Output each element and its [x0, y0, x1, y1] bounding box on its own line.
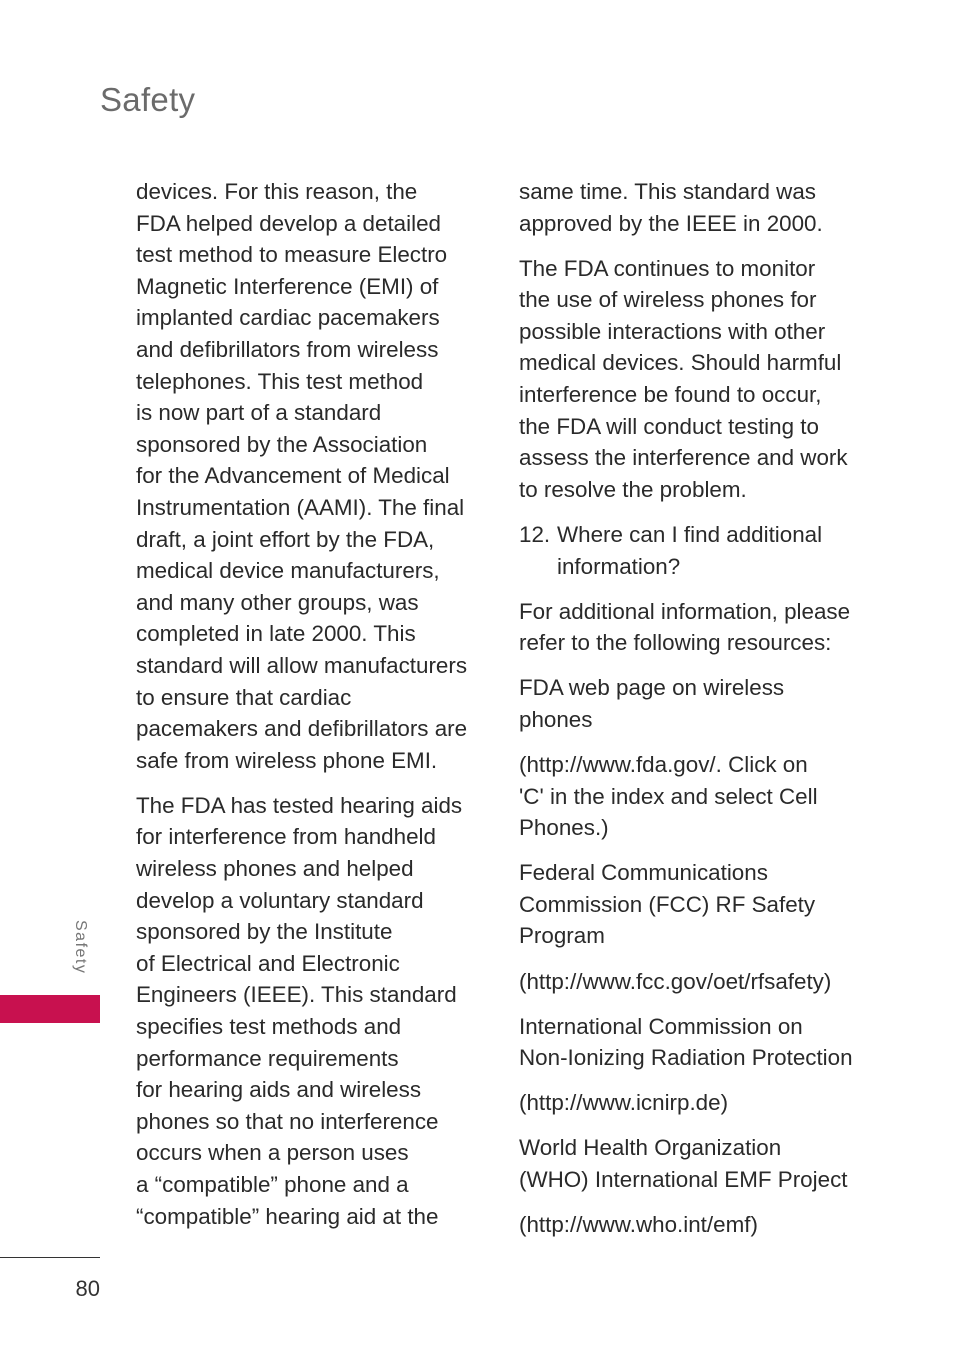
- page-number: 80: [75, 1276, 100, 1301]
- left-column: [136, 176, 492, 1246]
- question-number: 12.: [519, 521, 551, 547]
- resource-icnirp-title: International Commission on Non-Ionizing Radiation Protection: [519, 1013, 853, 1071]
- page-title: Safety: [100, 81, 196, 118]
- sidebar-section-marker: [0, 995, 100, 1023]
- footer-divider: [0, 1257, 100, 1258]
- paragraph-hearing-aids: The FDA has tested hearing aids for interference from handheld wireless phones and helped develop a voluntary standard sponsored by the Institute of Electrical and Electronic Engineers (IEEE). This standard specifies test methods and performance requirements for hearing aids and wireless phones so that no interference occurs when a person uses a “compatible” phone and a “compatible” hearing aid at the: [136, 792, 463, 1229]
- resource-who-url: (http://www.who.int/emf): [519, 1212, 758, 1238]
- resource-fda-url: (http://www.fda.gov/. Click on 'C' in the index and select Cell Phones.): [519, 752, 818, 841]
- sidebar-section-label: Safety: [72, 920, 89, 975]
- question-text: Where can I find additional information?: [557, 521, 823, 579]
- paragraph-emi-test-method: devices. For this reason, the FDA helped develop a detailed test method to measure Electro Magnetic Interference (EMI) of implanted cardiac pacemakers and defibrillators from wireless telephones. This test method is now part of a standard sponsored by the Association for the Advancement of Medical Instrumentation (AAMI). The final draft, a joint effort by the FDA, medical device manufacturers, and many other groups, was completed in late 2000. This standard will allow manufacturers to ensure that cardiac pacemakers and defibrillators are safe from wireless phone EMI.: [136, 179, 468, 773]
- right-column: [519, 176, 879, 1254]
- resources-intro: For additional information, please refer to the following resources:: [519, 598, 851, 656]
- resource-fcc-url: (http://www.fcc.gov/oet/rfsafety): [519, 968, 832, 994]
- resource-icnirp-url: (http://www.icnirp.de): [519, 1090, 729, 1116]
- paragraph-fda-monitoring: The FDA continues to monitor the use of wireless phones for possible interactions with other medical devices. Should harmful interference be found to occur, the FDA will conduct testing to assess the interference and work to resolve the problem.: [519, 255, 848, 502]
- paragraph-ieee-approval: same time. This standard was approved by the IEEE in 2000.: [519, 179, 823, 236]
- resource-fda-title: FDA web page on wireless phones: [519, 675, 785, 732]
- resource-fcc-title: Federal Communications Commission (FCC) RF Safety Program: [519, 860, 816, 949]
- resource-who-title: World Health Organization (WHO) International EMF Project: [519, 1135, 848, 1193]
- question-heading: [519, 519, 879, 582]
